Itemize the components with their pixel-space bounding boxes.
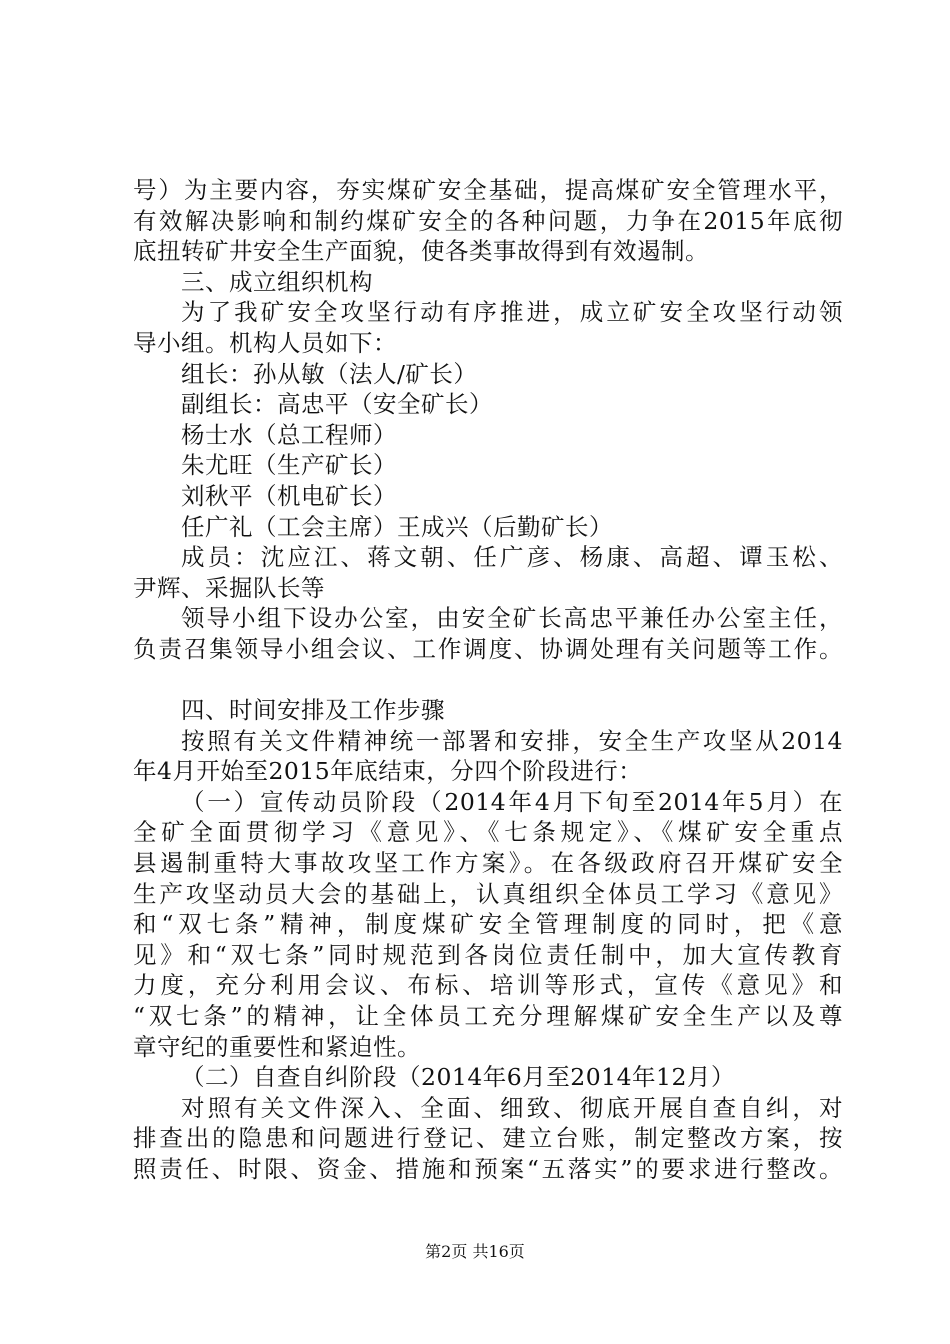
text-line: 县遏制重特大事故攻坚工作方案》。在各级政府召开煤矿安全: [133, 849, 843, 878]
text-line: 有效解决影响和制约煤矿安全的各种问题，力争在2015年底彻: [133, 206, 843, 235]
text-line: 和“双七条”精神，制度煤矿安全管理制度的同时，把《意: [133, 910, 843, 939]
text-line: 对照有关文件深入、全面、细致、彻底开展自查自纠，对: [181, 1093, 843, 1122]
text-line: 力度，充分利用会议、布标、培训等形式，宣传《意见》和: [133, 971, 843, 1000]
text-line: 三、成立组织机构: [181, 267, 373, 296]
text-line: 领导小组下设办公室，由安全矿长高忠平兼任办公室主任，: [181, 604, 843, 633]
text-line: 章守纪的重要性和紧迫性。: [133, 1032, 421, 1061]
text-line: 成员：沈应江、蒋文朝、任广彦、杨康、高超、谭玉松、: [181, 543, 843, 572]
text-line: 生产攻坚动员大会的基础上，认真组织全体员工学习《意见》: [133, 879, 843, 908]
text-line: 负责召集领导小组会议、工作调度、协调处理有关问题等工作。: [133, 634, 843, 663]
text-line: 刘秋平（机电矿长）: [181, 481, 397, 510]
text-line: “双七条”的精神，让全体员工充分理解煤矿安全生产以及尊: [133, 1002, 843, 1031]
text-line: 按照有关文件精神统一部署和安排，安全生产攻坚从2014: [181, 726, 843, 755]
document-body: [133, 175, 843, 1185]
text-line: 全矿全面贯彻学习《意见》、《七条规定》、《煤矿安全重点: [133, 818, 843, 847]
text-line: 导小组。机构人员如下：: [133, 328, 397, 357]
text-line: 排查出的隐患和问题进行登记、建立台账，制定整改方案，按: [133, 1124, 843, 1153]
text-line: 组长：孙从敏（法人/矿长）: [181, 359, 478, 388]
text-line: 底扭转矿井安全生产面貌，使各类事故得到有效遏制。: [133, 237, 709, 266]
text-line: 任广礼（工会主席）王成兴（后勤矿长）: [181, 512, 613, 541]
text-line: 四、时间安排及工作步骤: [181, 696, 445, 725]
text-line: 尹辉、采掘队长等: [133, 573, 325, 602]
text-line: 号）为主要内容，夯实煤矿安全基础，提高煤矿安全管理水平，: [133, 176, 843, 204]
text-line: 见》和“双七条”同时规范到各岗位责任制中，加大宣传教育: [133, 940, 843, 969]
text-line: 年4月开始至2015年底结束，分四个阶段进行：: [133, 757, 643, 786]
text-line: 副组长：高忠平（安全矿长）: [181, 390, 493, 419]
text-line: 杨士水（总工程师）: [181, 420, 397, 449]
page-footer: 第2页 共16页: [425, 1242, 525, 1261]
text-line: （一）宣传动员阶段（2014年4月下旬至2014年5月）在: [181, 787, 843, 816]
text-line: （二）自查自纠阶段（2014年6月至2014年12月）: [181, 1063, 735, 1092]
text-line: 朱尤旺（生产矿长）: [181, 451, 397, 480]
text-line: 为了我矿安全攻坚行动有序推进，成立矿安全攻坚行动领: [181, 298, 843, 327]
text-line: 照责任、时限、资金、措施和预案“五落实”的要求进行整改。: [133, 1155, 843, 1183]
blank-line: [133, 665, 843, 696]
